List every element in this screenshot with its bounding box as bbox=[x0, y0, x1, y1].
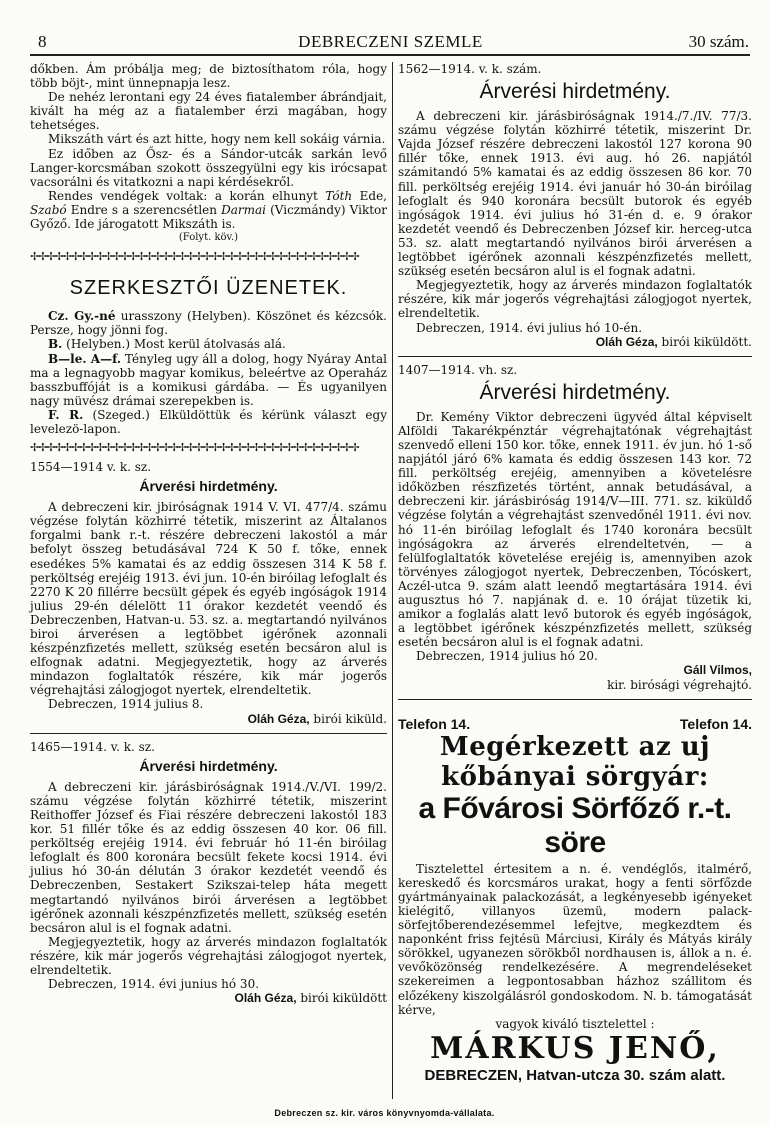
header-divider bbox=[30, 54, 750, 56]
notice-signature: Oláh Géza, birói kiküld. bbox=[247, 711, 387, 726]
editor-message: B—le. A—f. Tényleg ugy áll a dolog, hogy Nyáray Antal ma a legnagyobb magyar komikus, beleértve az Operaház basszbuffóját is a komikusi gárdába. — És ugyanilyen nagy müvész drámai szerepekben is. bbox=[30, 351, 387, 408]
notice-body: A debreczeni kir. járásbiróságnak 1914./7./IV. 77/3. számu végzése folytán közhirré tétetik, miszerint Dr. Vajda József részére debreczeni lakostól 127 korona 90 fillér tőke, ennek 1913. évi aug. hó 26. napjától számitandó 5% kamatai és az eddig összesen 86 kor. 70 fill. perköltség erejéig 1914. évi január hó 30-án biróilag lefoglalt és 940 koronára becsült butorok és egyéb ingóságok 1914. évi julius hó 31-én d. e. 9 órakor kezdetét veendő és Debreczenben József kir. herceg-utca 53. sz. alatt megtartandó nyilvános birói árverésen a legtöbbet igérőnek azonnali készpénzfizetés mellett, szükség esetén becsáron alul is el fognak adatni. bbox=[398, 109, 752, 279]
printer-imprint: Debreczen sz. kir. város könyvnyomda-vállalata. bbox=[274, 1108, 495, 1118]
notice-heading: Árverési hirdetmény. bbox=[479, 80, 671, 104]
ad-telephone-left: Telefon 14. bbox=[398, 715, 471, 732]
publication-title: DEBRECZENI SZEMLE bbox=[298, 32, 483, 51]
right-column bbox=[398, 62, 752, 1099]
case-number: 1407—1914. vh. sz. bbox=[398, 362, 518, 377]
page-header bbox=[28, 28, 753, 54]
editor-message: Cz. Gy.-né urasszony (Helyben). Köszönet és kézcsók. Persze, hogy jönni fog. bbox=[30, 309, 387, 338]
notice-date: Debreczen, 1914. évi julius hó 10-én. bbox=[416, 320, 643, 335]
case-number: 1465—1914. v. k. sz. bbox=[30, 739, 155, 754]
story-paragraph: Rendes vendégek voltak: a korán elhunyt Tóth Ede, Szabó Endre s a szerencsétlen Darmai (Viczmándy) Viktor Győző. Ide járogatott Mikszáth is. bbox=[30, 188, 387, 232]
editor-message: B. (Helyben.) Most kerül átolvasás alá. bbox=[48, 337, 286, 352]
notice-date: Debreczen, 1914 julius 8. bbox=[48, 697, 204, 712]
notice-date: Debreczen, 1914 julius hó 20. bbox=[416, 649, 598, 664]
notice-heading: Árverési hirdetmény. bbox=[139, 757, 278, 774]
ad-headline: Megérkezett az uj bbox=[439, 731, 711, 762]
case-number: 1554—1914 v. k. sz. bbox=[30, 460, 152, 475]
notice-heading: Árverési hirdetmény. bbox=[479, 380, 671, 404]
notice-divider bbox=[398, 356, 752, 357]
notice-signature: Oláh Géza, birói kiküldött. bbox=[595, 334, 752, 349]
ad-telephone-right: Telefon 14. bbox=[679, 715, 752, 732]
ad-address: DEBRECZEN, Hatvan-utcza 30. szám alatt. bbox=[424, 1066, 726, 1084]
ad-headline: kőbányai sörgyár: bbox=[441, 761, 709, 792]
left-column bbox=[30, 62, 387, 1099]
ad-merchant-name: MÁRKUS JENŐ, bbox=[430, 1030, 720, 1066]
ad-divider bbox=[398, 699, 752, 700]
story-paragraph: De nehéz lerontani egy 24 éves fiatalember ábrándjait, kivált ha még az a fiatalember érzi magában, hogy tehetséges. bbox=[30, 90, 387, 133]
ad-body: Tisztelettel értesitem a n. é. vendéglős, italmérő, kereskedő és korcsmáros urakat, hogy a fenti sörfőzde gyártmányainak palackozását, a legkényesebb igényeket kielégitő, villanyos üzemü, modern palack-sörfejtőberendezésemmel lefejtve, megkezdtem és naponként friss fejtésü Márciusi, Király és Mátyás király sörökkel, ugyanezen sörökből nordhausen is, állok a n. é. vevőközönség rendelkezésére. A megrendeléseket szekereimen a legpontosabban házhoz szállitom és előzékeny kiszolgálásról gondoskodom. N. b. támogatását kérve, bbox=[398, 861, 752, 1017]
notice-body: A debreczeni kir. járásbiróságnak 1914./V./VI. 199/2. számu végzése folytán közhirré tétetik, miszerint Reithoffer József és Fiai részére debreczeni lakostól 183 kor. 51 fillér tőke és az eddig összesen 40 kor. 06 fill. perköltség erejéig 1914. évi február hó 11-én biróilag lefoglalt és 800 koronára becsült fekete kocsi 1914. évi julius hó 30-án délután 3 órakor kezdetét veendő és Debreczenben, Sestakert Szikszai-telep háta megett megtartandó nyilvános birói árverésen a legtöbbet igérőnek azonnali készpénzfizetés mellett, szükség esetén becsáron alul is el fognak adatni. bbox=[30, 779, 387, 935]
notice-divider bbox=[30, 733, 387, 734]
ornamental-divider: ✢✢✢✢✢✢✢✢✢✢✢✢✢✢✢✢✢✢✢✢✢✢✢✢✢✢✢✢✢✢✢✢✢✢✢✢✢✢✢✢ bbox=[30, 251, 359, 264]
notice-body: A debreczeni kir. jbiróságnak 1914 V. VI. 477/4. számu végzése folytán közhirré tétetik, miszerint az Általanos forgalmi bank r.-t. részére debreczeni lakostól a már befolyt összeg betudásával 724 K 50 f. tőke, ennek esedékes 5% kamatai és az eddig összesen 314 K 58 f. perköltség erejéig 1913. évi jun. 10-én biróilag lefoglalt és 2270 K 20 fillérre becsült gépek és egyéb ingóságok 1914 julius 29-én délelött 11 órakor kezdetét veendő és Debreczenben, Hatvan-u. 53. sz. a. megtartandó nyilvános biroi árverésen a legtöbbet igérőnek azonnali készpénzfizetés mellett, szükség esetén becsáron alul is elfognak adatni. Megjegyeztetik, hogy az árverés mindazon foglaltatók részére, kik már jogerős végrehajtási zálogjogot nyertek, elrendeltetik. bbox=[30, 500, 387, 698]
ornamental-divider: ✢✢✢✢✢✢✢✢✢✢✢✢✢✢✢✢✢✢✢✢✢✢✢✢✢✢✢✢✢✢✢✢✢✢✢✢✢✢✢✢ bbox=[30, 442, 359, 455]
issue-number: 30 szám. bbox=[688, 32, 749, 51]
story-paragraph: Ez időben az Ősz- és a Sándor-utcák sarkán levő Langer-korcsmában szokott összegyülni egy kis irócsapat vacsorálni és vitatkozni a napi kérdésekről. bbox=[30, 146, 387, 189]
editor-message: F. R. (Szeged.) Elküldöttük és kérünk választ egy levelezö-lapon. bbox=[30, 407, 387, 436]
story-paragraph: dőkben. Ám próbálja meg; de biztosíthatom róla, hogy több böjt-, mint ünnepnapja lesz. bbox=[30, 62, 387, 91]
notice-body: Megjegyeztetik, hogy az árverés mindazon foglaltatók részére, kik már jogerős végrehajtási zálogjogot nyertek, elrendeltetik. bbox=[398, 278, 752, 321]
notice-body: Megjegyeztetik, hogy az árverés mindazon foglaltatók részére, kik már jogerős végrehajtási zálogjogot nyertek, elrendeltetik. bbox=[30, 934, 387, 977]
page-number: 8 bbox=[38, 32, 47, 51]
story-paragraph: Mikszáth várt és azt hitte, hogy nem kell sokáig várnia. bbox=[48, 132, 386, 147]
notice-heading: Árverési hirdetmény. bbox=[139, 478, 278, 495]
notice-date: Debreczen, 1914. évi junius hó 30. bbox=[48, 977, 260, 992]
column-divider bbox=[392, 62, 393, 1099]
notice-body: Dr. Kemény Viktor debreczeni ügyvéd által képviselt Alföldi Takarékpénztár végrehajtatónak végrehajtást szenvedő elleni 150 kor. tőke, ennek 1911. év jun. hó 1-ső napjától járó 6% kamata és eddig összesen 143 kor. 72 fill. perköltség erejéig, amennyiben a követelésre időközben részfizetés történt, annak betudásával, a debreczeni kir. járásbiróság 1914/V—III. 771. sz. kiküldő végzése folytán a végrehajtást szenvedőnél 1911. évi nov. hó 11-én biróilag lefoglalt és 1740 koronára becsült ingóságokra az árverés elrendeltetvén, — a felülfoglaltatók követelése erejéig is, amennyiben azok törvényes zálogjogot nyertek, Debreczenben, Tócóskert, Aczél-utca 9. szám alatt leendő megtartására 1914. évi augusztus hó 7. napjának d. e. 10 órájat tüzetik ki, amikor a foglalás alatt levő butorok és egyéb ingóságok, a legtöbbet igérőnek készpénzfizetés mellett, szükség esetén becsáron alul is el fognak adatni. bbox=[398, 409, 752, 650]
ad-closing: vagyok kiváló tisztelettel : bbox=[495, 1016, 655, 1031]
case-number: 1562—1914. v. k. szám. bbox=[398, 62, 542, 76]
notice-signature: Oláh Géza, birói kiküldött bbox=[234, 991, 387, 1006]
ad-brand: a Fővárosi Sörfőző r.-t. söre bbox=[418, 791, 732, 859]
continued-note: (Folyt. köv.) bbox=[178, 232, 239, 244]
beer-advertisement bbox=[398, 708, 752, 1085]
notice-signature-name: Gáll Vilmos, bbox=[683, 663, 752, 678]
section-title: SZERKESZTŐI ÜZENETEK. bbox=[69, 277, 348, 300]
ad-telephone-row bbox=[398, 716, 752, 732]
notice-signature-role: kir. birósági végrehajtó. bbox=[607, 677, 752, 692]
